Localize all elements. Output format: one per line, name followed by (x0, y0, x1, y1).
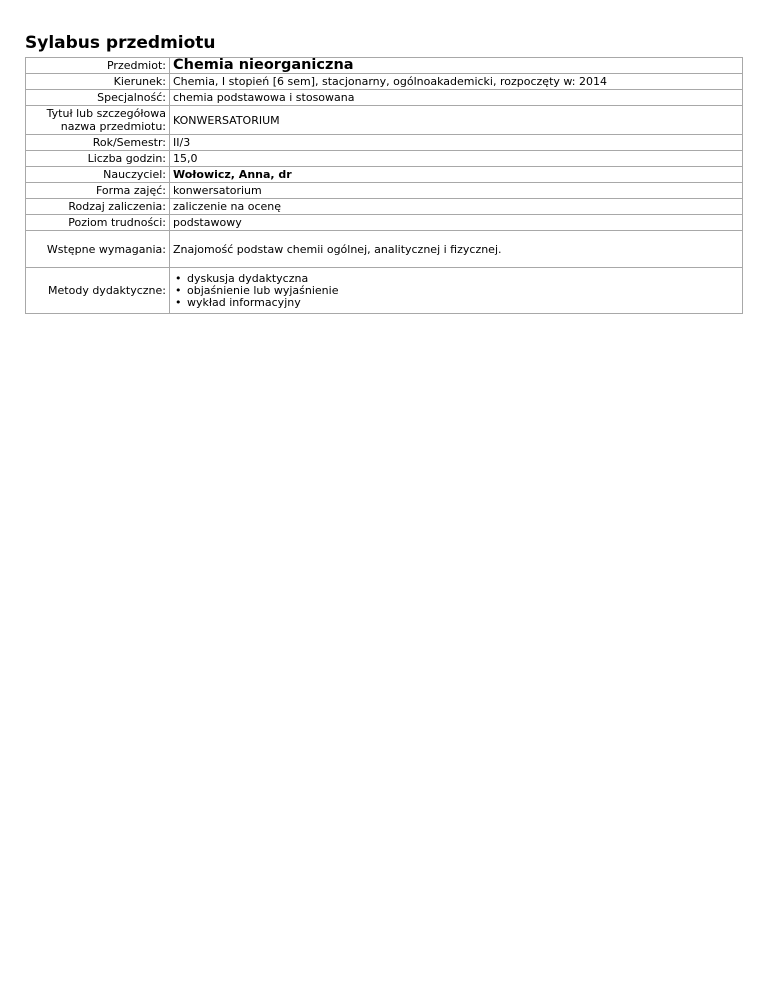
label-rodzaj-zaliczenia: Rodzaj zaliczenia: (26, 199, 170, 215)
label-tytul (26, 106, 170, 135)
row-nauczyciel (26, 167, 743, 183)
row-metody-dydaktyczne (26, 268, 743, 314)
row-kierunek (26, 74, 743, 90)
label-metody-dydaktyczne: Metody dydaktyczne: (26, 268, 170, 314)
page-title: Sylabus przedmiotu (25, 33, 216, 53)
row-poziom-trudnosci (26, 215, 743, 231)
row-przedmiot (26, 58, 743, 74)
row-forma-zajec (26, 183, 743, 199)
value-tytul: KONWERSATORIUM (170, 106, 743, 135)
row-rok-semestr (26, 135, 743, 151)
row-specjalnosc (26, 90, 743, 106)
label-poziom-trudnosci: Poziom trudności: (26, 215, 170, 231)
value-metody-dydaktyczne (170, 268, 743, 314)
value-kierunek: Chemia, I stopień [6 sem], stacjonarny, ogólnoakademicki, rozpoczęty w: 2014 (170, 74, 743, 90)
value-forma-zajec: konwersatorium (170, 183, 743, 199)
label-przedmiot: Przedmiot: (26, 58, 170, 74)
value-liczba-godzin: 15,0 (170, 151, 743, 167)
value-poziom-trudnosci: podstawowy (170, 215, 743, 231)
row-rodzaj-zaliczenia (26, 199, 743, 215)
row-wstepne-wymagania (26, 231, 743, 268)
list-item: • wykład informacyjny (173, 297, 739, 309)
label-tytul-line2: nazwa przedmiotu: (60, 120, 166, 133)
value-specjalnosc: chemia podstawowa i stosowana (170, 90, 743, 106)
value-rodzaj-zaliczenia: zaliczenie na ocenę (170, 199, 743, 215)
row-liczba-godzin (26, 151, 743, 167)
label-rok-semestr: Rok/Semestr: (26, 135, 170, 151)
label-kierunek: Kierunek: (26, 74, 170, 90)
methods-list (173, 273, 739, 309)
label-liczba-godzin: Liczba godzin: (26, 151, 170, 167)
syllabus-table (25, 57, 743, 314)
label-tytul-line1: Tytuł lub szczegółowa (46, 107, 166, 120)
value-rok-semestr: II/3 (170, 135, 743, 151)
label-specjalnosc: Specjalność: (26, 90, 170, 106)
row-tytul (26, 106, 743, 135)
value-wstepne-wymagania: Znajomość podstaw chemii ogólnej, analitycznej i fizycznej. (170, 231, 743, 268)
syllabus-page (0, 0, 768, 314)
list-item: • objaśnienie lub wyjaśnienie (173, 285, 739, 297)
list-item: • dyskusja dydaktyczna (173, 273, 739, 285)
value-nauczyciel: Wołowicz, Anna, dr (170, 167, 743, 183)
label-wstepne-wymagania: Wstępne wymagania: (26, 231, 170, 268)
value-przedmiot: Chemia nieorganiczna (170, 58, 743, 74)
label-forma-zajec: Forma zajęć: (26, 183, 170, 199)
label-nauczyciel: Nauczyciel: (26, 167, 170, 183)
